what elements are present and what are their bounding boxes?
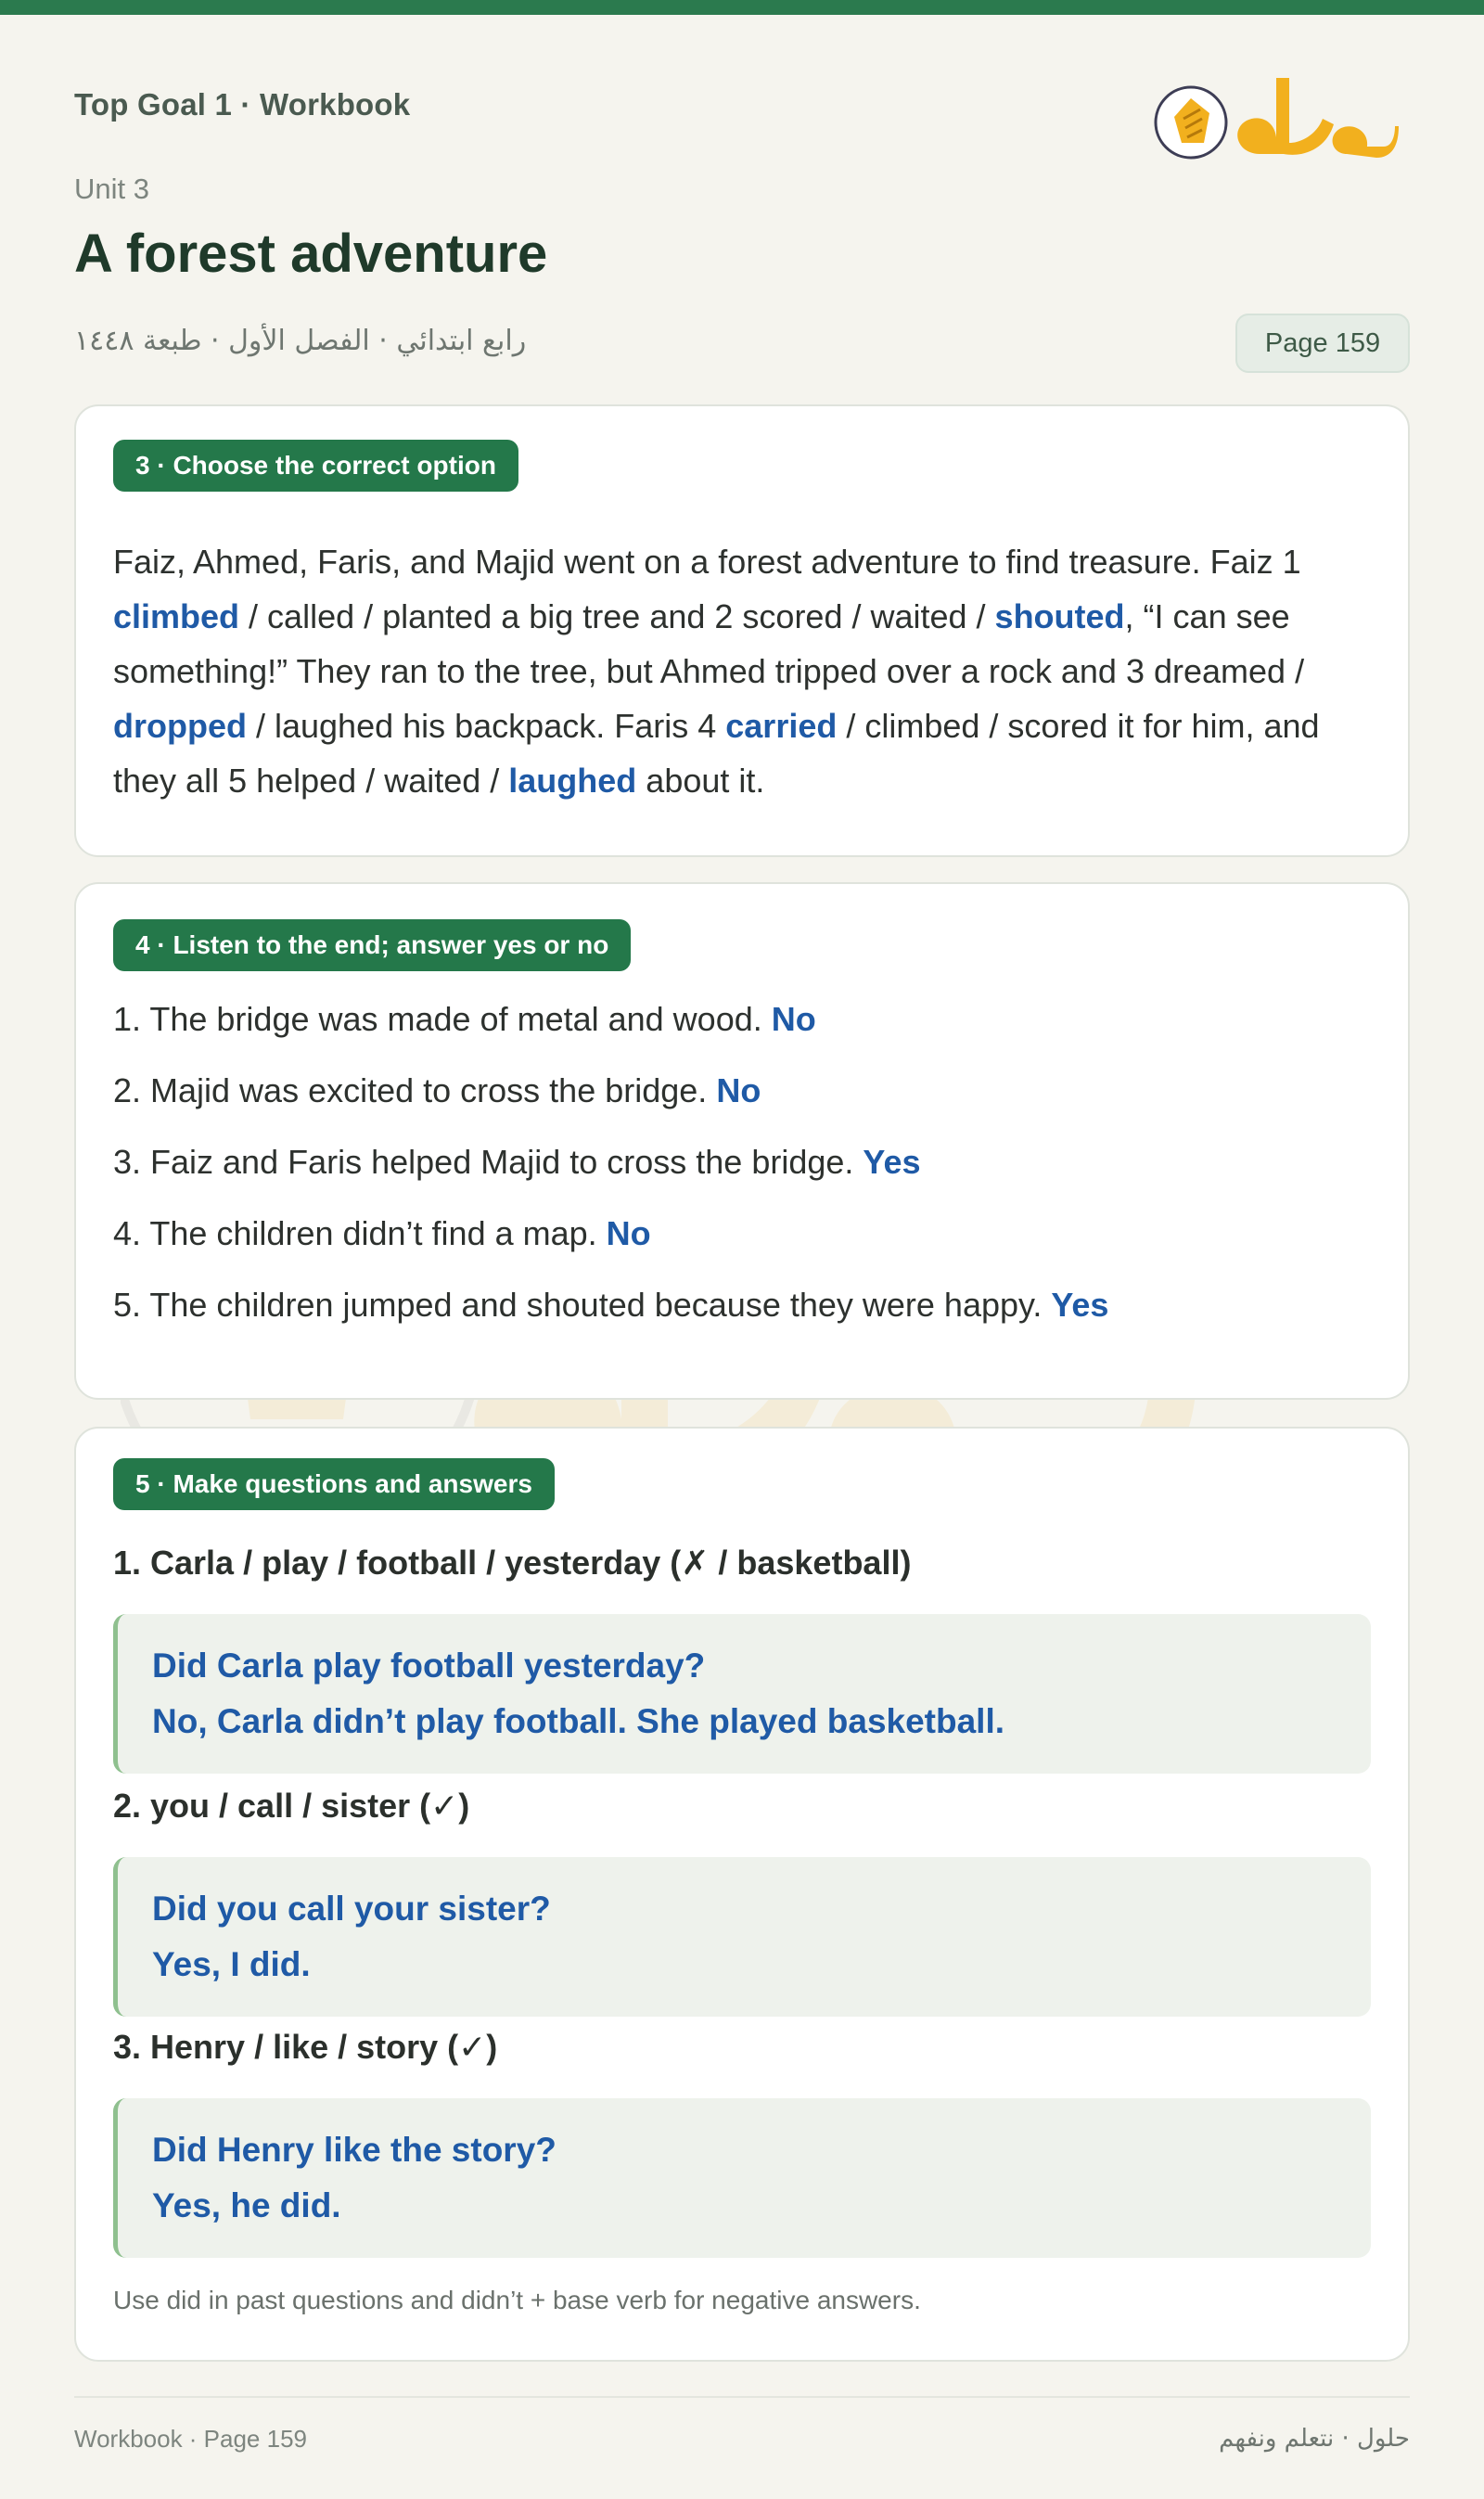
- statement-text: 2. Majid was excited to cross the bridge.: [113, 1071, 708, 1109]
- yes-no-answer: No: [771, 1000, 816, 1038]
- exercise-5-badge: 5 · Make questions and answers: [113, 1458, 555, 1510]
- grade-subtitle: رابع ابتدائي · الفصل الأول · طبعة ١٤٤٨: [74, 325, 527, 357]
- statement-text: 5. The children jumped and shouted because they were happy.: [113, 1286, 1043, 1324]
- book-title: Top Goal 1 · Workbook: [74, 87, 411, 122]
- exercise-3-badge: 3 · Choose the correct option: [113, 440, 518, 492]
- statement-text: 3. Faiz and Faris helped Majid to cross the bridge.: [113, 1143, 854, 1181]
- exercise-5-prompt: 2. you / call / sister (✓): [113, 1787, 470, 1825]
- passage-text: about it.: [636, 762, 765, 800]
- statement-text: 4. The children didn’t find a map.: [113, 1214, 597, 1252]
- lesson-title: A forest adventure: [74, 224, 548, 284]
- footer-page-label: Workbook · Page 159: [74, 2425, 307, 2453]
- chosen-answer: dropped: [113, 707, 247, 745]
- statement-item: [113, 1213, 1375, 1285]
- answer-question: Did you call your sister?: [152, 1890, 551, 1928]
- hulool-logo-icon: [1148, 61, 1399, 182]
- answer-reply: Yes, I did.: [152, 1945, 311, 1983]
- chosen-answer: laughed: [508, 762, 637, 800]
- unit-label: Unit 3: [74, 173, 149, 205]
- page-number-badge: Page 159: [1235, 314, 1410, 373]
- passage-text: / called / planted a big tree and 2 scored / waited /: [239, 597, 995, 635]
- chosen-answer: carried: [725, 707, 838, 745]
- yes-no-answer: No: [606, 1214, 651, 1252]
- passage-text: , “I can see something!” They ran to the tree, but Ahmed tripped over a rock and 3 dreamed /: [113, 597, 1305, 690]
- statement-item: [113, 1285, 1375, 1356]
- yes-no-answer: Yes: [1051, 1286, 1109, 1324]
- chosen-answer: climbed: [113, 597, 240, 635]
- passage-text: / laughed his backpack. Faris 4: [246, 707, 726, 745]
- exercise-5-answer-box: [113, 1857, 1371, 2017]
- passage-text: / climbed / scored it for him, and they all 5 helped / waited /: [113, 707, 1320, 800]
- exercise-5-answer-box: [113, 2098, 1371, 2258]
- answer-reply: Yes, he did.: [152, 2186, 341, 2224]
- exercise-5-answer-box: [113, 1614, 1371, 1774]
- exercise-5-prompt: 1. Carla / play / football / yesterday (✗ / basketball): [113, 1544, 912, 1582]
- statement-item: [113, 1142, 1375, 1213]
- answer-question: Did Henry like the story?: [152, 2131, 556, 2169]
- footer-divider: [74, 2396, 1410, 2398]
- exercise-4-badge: 4 · Listen to the end; answer yes or no: [113, 919, 631, 971]
- exercise-3-passage: [113, 534, 1375, 808]
- exercise-3-card: [74, 404, 1410, 857]
- exercise-4-list: [113, 999, 1375, 1356]
- footer-brand-tagline: حلول · نتعلم ونفهم: [1219, 2425, 1410, 2453]
- statement-text: 1. The bridge was made of metal and wood.: [113, 1000, 762, 1038]
- page-header: [74, 87, 1410, 161]
- answer-question: Did Carla play football yesterday?: [152, 1647, 706, 1685]
- statement-item: [113, 999, 1375, 1070]
- answer-reply: No, Carla didn’t play football. She played basketball.: [152, 1702, 1005, 1740]
- exercise-4-card: [74, 882, 1410, 1400]
- yes-no-answer: No: [716, 1071, 761, 1109]
- exercise-5-prompt: 3. Henry / like / story (✓): [113, 2028, 498, 2066]
- passage-text: Faiz, Ahmed, Faris, and Majid went on a forest adventure to find treasure. Faiz 1: [113, 543, 1301, 581]
- yes-no-answer: Yes: [863, 1143, 921, 1181]
- grammar-tip: Use did in past questions and didn’t + base verb for negative answers.: [113, 2286, 921, 2314]
- exercise-5-card: [74, 1427, 1410, 2362]
- statement-item: [113, 1070, 1375, 1142]
- chosen-answer: shouted: [994, 597, 1125, 635]
- top-accent-bar: [0, 0, 1484, 15]
